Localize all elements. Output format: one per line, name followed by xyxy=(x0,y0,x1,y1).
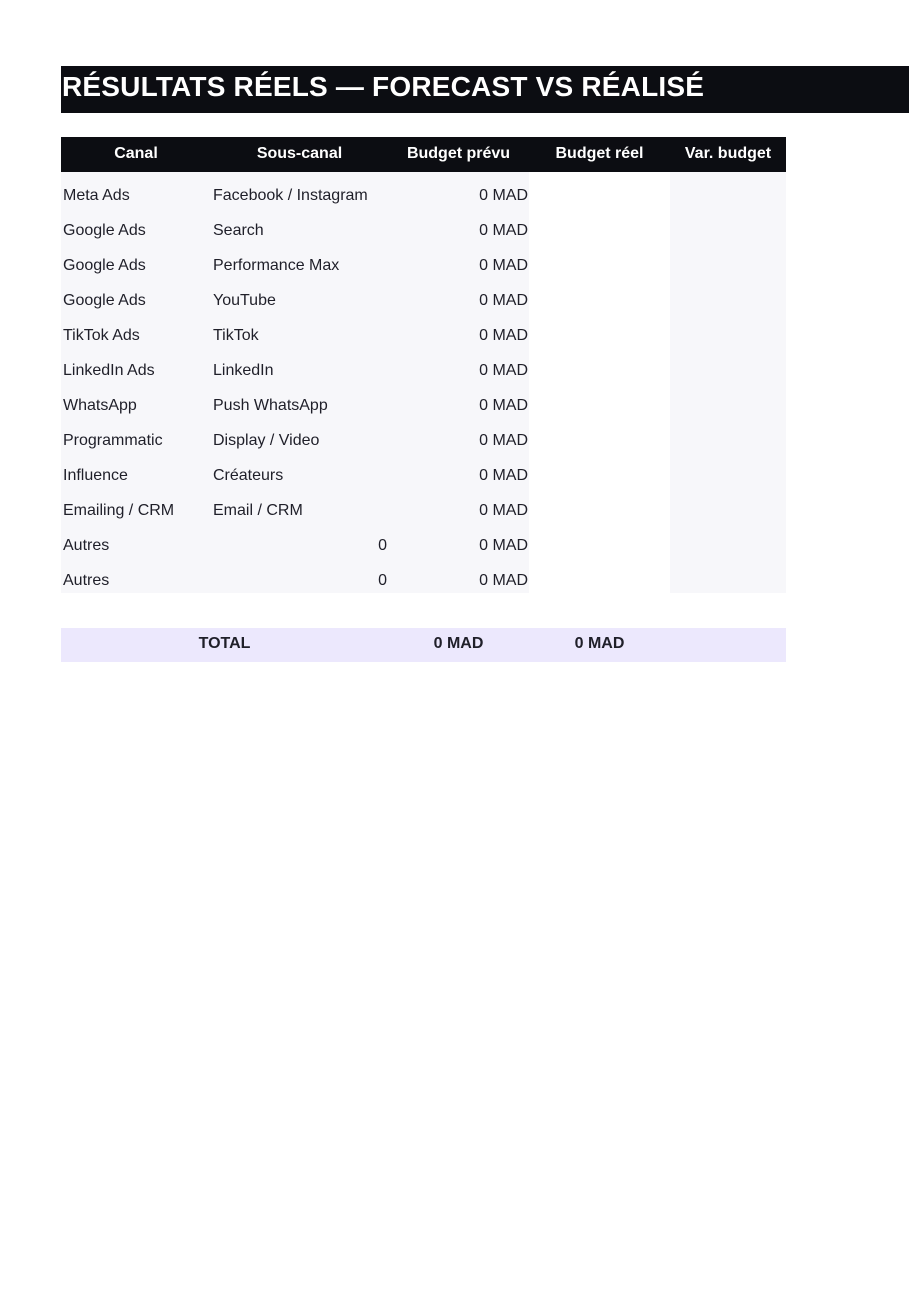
table-row xyxy=(61,563,786,598)
header-canal[interactable]: Canal xyxy=(114,145,158,162)
table-row xyxy=(61,353,786,388)
cell-canal[interactable]: Google Ads xyxy=(63,292,146,309)
cell-sous-canal[interactable]: Push WhatsApp xyxy=(213,397,328,414)
cell-budget-prevu[interactable]: 0 MAD xyxy=(479,537,528,554)
cell-sous-canal[interactable]: Créateurs xyxy=(213,467,284,484)
cell-budget-prevu[interactable]: 0 MAD xyxy=(479,467,528,484)
total-row xyxy=(61,628,786,662)
cell-sous-canal[interactable]: Performance Max xyxy=(213,257,340,274)
cell-budget-prevu[interactable]: 0 MAD xyxy=(479,187,528,204)
table-row xyxy=(61,528,786,563)
header-var-budget[interactable]: Var. budget xyxy=(684,145,772,162)
cell-canal[interactable]: Autres xyxy=(63,537,110,554)
cell-budget-prevu[interactable]: 0 MAD xyxy=(479,292,528,309)
cell-canal[interactable]: Influence xyxy=(63,467,128,484)
cell-sous-canal[interactable]: YouTube xyxy=(213,292,276,309)
total-budget-reel[interactable]: 0 MAD xyxy=(574,635,625,652)
cell-budget-prevu[interactable]: 0 MAD xyxy=(479,397,528,414)
total-label[interactable]: TOTAL xyxy=(198,635,251,652)
cell-canal[interactable]: Autres xyxy=(63,572,110,589)
header-budget-reel[interactable]: Budget réel xyxy=(555,145,644,162)
cell-canal[interactable]: Google Ads xyxy=(63,222,146,239)
cell-budget-prevu[interactable]: 0 MAD xyxy=(479,432,528,449)
table-row xyxy=(61,458,786,493)
header-sous-canal[interactable]: Sous-canal xyxy=(256,145,343,162)
cell-budget-prevu[interactable]: 0 MAD xyxy=(479,327,528,344)
table-row xyxy=(61,423,786,458)
cell-sous-canal[interactable]: LinkedIn xyxy=(213,362,274,379)
cell-canal[interactable]: LinkedIn Ads xyxy=(63,362,155,379)
table-row xyxy=(61,493,786,528)
cell-budget-prevu[interactable]: 0 MAD xyxy=(479,257,528,274)
table-row xyxy=(61,388,786,423)
cell-canal[interactable]: Emailing / CRM xyxy=(63,502,175,519)
cell-sous-canal[interactable]: 0 xyxy=(378,537,387,554)
table-header xyxy=(61,137,786,172)
cell-budget-prevu[interactable]: 0 MAD xyxy=(479,222,528,239)
total-budget-prevu[interactable]: 0 MAD xyxy=(433,635,484,652)
table-row xyxy=(61,283,786,318)
cell-sous-canal[interactable]: TikTok xyxy=(213,327,259,344)
header-budget-prevu[interactable]: Budget prévu xyxy=(406,145,511,162)
cell-canal[interactable]: Google Ads xyxy=(63,257,146,274)
cell-sous-canal[interactable]: Display / Video xyxy=(213,432,320,449)
table-row xyxy=(61,318,786,353)
cell-budget-prevu[interactable]: 0 MAD xyxy=(479,362,528,379)
cell-sous-canal[interactable]: Facebook / Instagram xyxy=(213,187,368,204)
cell-canal[interactable]: WhatsApp xyxy=(63,397,137,414)
cell-canal[interactable]: TikTok Ads xyxy=(63,327,140,344)
cell-sous-canal[interactable]: Search xyxy=(213,222,264,239)
cell-canal[interactable]: Programmatic xyxy=(63,432,163,449)
table-row xyxy=(61,213,786,248)
cell-sous-canal[interactable]: 0 xyxy=(378,572,387,589)
cell-canal[interactable]: Meta Ads xyxy=(63,187,130,204)
table-row xyxy=(61,248,786,283)
sheet-title-bar xyxy=(61,66,909,113)
table-row xyxy=(61,178,786,213)
sheet-title: RÉSULTATS RÉELS — FORECAST VS RÉALISÉ xyxy=(62,71,705,102)
cell-sous-canal[interactable]: Email / CRM xyxy=(213,502,303,519)
cell-budget-prevu[interactable]: 0 MAD xyxy=(479,502,528,519)
cell-budget-prevu[interactable]: 0 MAD xyxy=(479,572,528,589)
